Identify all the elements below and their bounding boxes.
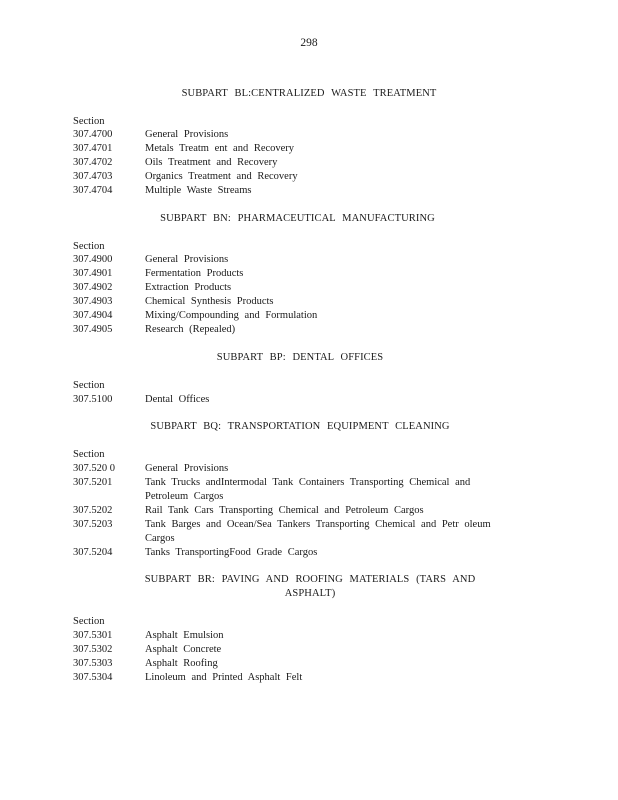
section-number: 307.4702 (73, 157, 113, 168)
list-item (73, 253, 543, 267)
section-title: Mixing/Compounding and Formulation (145, 310, 318, 321)
list-item (73, 657, 543, 671)
section-number: 307.4904 (73, 310, 113, 321)
section-title: Metals Treatm ent and Recovery (145, 143, 295, 154)
section-title: Extraction Products (145, 282, 232, 293)
list-item (73, 393, 543, 407)
section-title: Oils Treatment and Recovery (145, 157, 278, 168)
list-item (73, 671, 543, 685)
section-header: Section (73, 449, 105, 460)
section-number: 307.4903 (73, 296, 113, 307)
subpart-title: SUBPART BP: DENTAL OFFICES (216, 352, 384, 363)
subpart-title: SUBPART BQ: TRANSPORTATION EQUIPMENT CLEANING (150, 421, 450, 432)
section-title: General Provisions (145, 254, 229, 265)
list-item (73, 629, 543, 643)
section-title: Asphalt Concrete (145, 644, 222, 655)
section-number: 307.5303 (73, 658, 113, 669)
subpart-title: SUBPART BR: PAVING AND ROOFING MATERIALS (TARS AND ASPHALT) (144, 574, 476, 599)
section-header: Section (73, 116, 105, 127)
list-item (73, 462, 543, 476)
list-item (73, 142, 543, 156)
list-item (73, 546, 543, 560)
list-item (73, 476, 543, 504)
section-number: 307.4900 (73, 254, 113, 265)
section-header: Section (73, 241, 105, 252)
section-title: Tanks TransportingFood Grade Cargos (145, 547, 318, 558)
section-title: Organics Treatment and Recovery (145, 171, 298, 182)
section-header: Section (73, 380, 105, 391)
list-item (73, 295, 543, 309)
list-item (73, 281, 543, 295)
section-header: Section (73, 616, 105, 627)
section-title: Rail Tank Cars Transporting Chemical and Petroleum Cargos (145, 505, 424, 516)
section-number: 307.520 0 (73, 463, 115, 474)
section-number: 307.4901 (73, 268, 113, 279)
list-item (73, 323, 543, 337)
section-title: General Provisions (145, 463, 229, 474)
list-item (73, 170, 543, 184)
subpart-title: SUBPART BN: PHARMACEUTICAL MANUFACTURING (160, 213, 435, 224)
section-number: 307.4902 (73, 282, 113, 293)
section-number: 307.5100 (73, 394, 113, 405)
section-title: Tank Trucks andIntermodal Tank Containers Transporting Chemical and Petroleum Cargos (145, 477, 471, 502)
section-number: 307.5304 (73, 672, 113, 683)
section-number: 307.4700 (73, 129, 113, 140)
section-number: 307.5204 (73, 547, 113, 558)
list-item (73, 643, 543, 657)
section-title: Fermentation Products (145, 268, 244, 279)
section-title: Asphalt Roofing (145, 658, 218, 669)
section-number: 307.5301 (73, 630, 113, 641)
section-title: Chemical Synthesis Products (145, 296, 274, 307)
section-number: 307.4704 (73, 185, 113, 196)
section-number: 307.5203 (73, 519, 113, 530)
list-item (73, 504, 543, 518)
subpart-title: SUBPART BL:CENTRALIZED WASTE TREATMENT (181, 88, 437, 99)
section-number: 307.4701 (73, 143, 113, 154)
list-item (73, 309, 543, 323)
section-title: Multiple Waste Streams (145, 185, 252, 196)
section-number: 307.5202 (73, 505, 113, 516)
list-item (73, 518, 543, 546)
list-item (73, 184, 543, 198)
section-number: 307.5302 (73, 644, 113, 655)
section-title: General Provisions (145, 129, 229, 140)
list-item (73, 128, 543, 142)
page-number: 298 (300, 37, 318, 49)
section-title: Linoleum and Printed Asphalt Felt (145, 672, 303, 683)
section-number: 307.4905 (73, 324, 113, 335)
section-number: 307.4703 (73, 171, 113, 182)
section-number: 307.5201 (73, 477, 113, 488)
list-item (73, 267, 543, 281)
section-title: Tank Barges and Ocean/Sea Tankers Transporting Chemical and Petr oleum Cargos (145, 519, 491, 544)
section-title: Dental Offices (145, 394, 210, 405)
section-title: Research (Repealed) (145, 324, 236, 335)
section-title: Asphalt Emulsion (145, 630, 224, 641)
list-item (73, 156, 543, 170)
